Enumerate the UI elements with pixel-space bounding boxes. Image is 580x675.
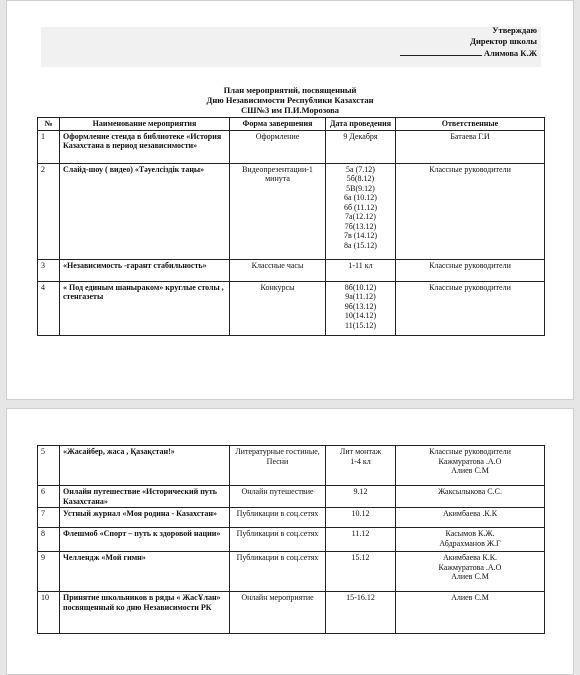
events-table-part-1: [37, 117, 545, 336]
cell-responsible: [396, 281, 545, 335]
cell-dates: [326, 130, 396, 163]
date-entry: 8а (15.12): [344, 240, 377, 250]
cell-dates: [326, 163, 396, 259]
date-entry: Лит монтаж: [339, 447, 382, 456]
table-row: [38, 592, 545, 634]
table-row: [38, 281, 545, 335]
responsible-entry: Жаксылыкова С.С.: [438, 487, 502, 496]
events-table-part-2: [37, 445, 545, 634]
cell-event-name: Онлайн путешествие «Исторический путь Казахстана»: [60, 486, 230, 508]
cell-dates: [326, 552, 396, 592]
cell-form: Оформление: [230, 130, 326, 163]
date-entry: 6б (11.12): [343, 202, 378, 212]
cell-responsible: [396, 130, 545, 163]
cell-event-name: Оформление стенда в библиотеке «История Казахстана в период независимости»: [60, 130, 230, 163]
responsible-entry: Классные руководители: [429, 282, 511, 292]
table-row: [38, 130, 545, 163]
responsible-entry: Акимбаева .К.К: [442, 509, 498, 518]
date-entry: 6а (10.12): [344, 193, 377, 202]
cell-event-name: «Независимость -гарант стабильность»: [60, 259, 230, 281]
date-entry: 9б(13.12): [344, 301, 377, 311]
cell-event-name: «Жасайбер, жаса , Қазақстан!»: [60, 446, 230, 486]
cell-num: 8: [38, 528, 60, 552]
responsible-entry: Классные руководители: [429, 447, 511, 456]
table-row: [38, 446, 545, 486]
approval-line-3: [400, 47, 537, 59]
date-entry: 15-16.12: [346, 593, 375, 602]
date-entry: 11(15.12): [344, 320, 377, 330]
document-title: [7, 85, 573, 115]
document-page-1: [6, 0, 574, 400]
cell-form: Онлайн путешествие: [230, 486, 326, 508]
signature-line: [400, 47, 482, 56]
cell-event-name: Челлендж «Мой гимн»: [60, 552, 230, 592]
cell-event-name: Флешмоб «Спорт – путь к здоровой нации»: [60, 528, 230, 552]
responsible-entry: Классные руководители: [429, 260, 511, 270]
date-entry: 10(14.12): [344, 311, 377, 320]
table-row: [38, 163, 545, 259]
cell-num: 10: [38, 592, 60, 634]
cell-form: Онлайн мероприятие: [230, 592, 326, 634]
cell-dates: [326, 592, 396, 634]
cell-event-name: Устный журнал «Моя родина - Казахстан»: [60, 508, 230, 528]
responsible-entry: Алиев С.М: [451, 466, 489, 475]
responsible-entry: Алиев С.М: [451, 572, 489, 581]
approval-line-2: Директор школы: [470, 36, 537, 46]
cell-responsible: [396, 592, 545, 634]
header-date: Дата проведения: [326, 118, 396, 131]
date-entry: 5а (7.12): [346, 164, 375, 174]
date-entry: 5б(8.12): [346, 174, 375, 183]
cell-responsible: [396, 508, 545, 528]
approver-name: Алимова К.Ж: [483, 48, 537, 58]
cell-form: Публикации в соц.сетях: [230, 552, 326, 592]
cell-responsible: [396, 163, 545, 259]
cell-num: 2: [38, 163, 60, 259]
responsible-entry: Акимбаева К.К.: [442, 553, 498, 562]
date-entry: 9а(11.12): [345, 292, 376, 301]
cell-event-name: « Под единым шаныраком» круглые столы , стенгазеты: [60, 281, 230, 335]
cell-form: Конкурсы: [230, 281, 326, 335]
date-entry: 7а(12.12): [345, 212, 376, 221]
table-row: [38, 486, 545, 508]
cell-form: Публикации в соц.сетях: [230, 508, 326, 528]
cell-event-name: Принятие школьников в ряды « ЖасҰлан» посвященный ко дню Независимости РК: [60, 592, 230, 634]
responsible-entry: Кажмуратова .А.О: [438, 562, 502, 572]
cell-dates: [326, 528, 396, 552]
cell-responsible: [396, 259, 545, 281]
date-entry: 9.12: [353, 487, 368, 496]
date-entry: 1-11 кл: [348, 260, 373, 270]
header-resp: Ответственные: [396, 118, 545, 131]
title-line-1: План мероприятий, посвященный: [223, 85, 357, 95]
cell-responsible: [396, 528, 545, 552]
cell-dates: [326, 446, 396, 486]
date-entry: 5В(9.12): [346, 183, 375, 193]
cell-dates: [326, 508, 396, 528]
responsible-entry: Абдрахманов Ж.Г: [439, 538, 501, 548]
table-row: [38, 508, 545, 528]
date-entry: 7в (14.12): [343, 231, 378, 240]
date-entry: 11.12: [351, 529, 370, 538]
responsible-entry: Алиев С.М: [451, 593, 489, 602]
responsible-entry: Классные руководители: [429, 164, 511, 174]
cell-form: Видеопрезентации-1 минута: [230, 163, 326, 259]
cell-dates: [326, 259, 396, 281]
title-line-2: Дню Независимости Республики Казахстан: [206, 95, 374, 105]
responsible-entry: Батаева Г.И: [450, 131, 490, 141]
document-page-2: [6, 408, 574, 675]
approval-line-1: Утверждаю: [492, 25, 537, 35]
table-row: [38, 259, 545, 281]
header-name: Наименование мероприятия: [60, 118, 230, 131]
cell-num: 9: [38, 552, 60, 592]
cell-num: 3: [38, 259, 60, 281]
cell-dates: [326, 486, 396, 508]
cell-form: Публикации в соц.сетях: [230, 528, 326, 552]
title-line-3: СШ№3 им П.И.Морозова: [240, 105, 340, 115]
header-num: №: [38, 118, 60, 131]
cell-responsible: [396, 552, 545, 592]
cell-responsible: [396, 486, 545, 508]
cell-num: 7: [38, 508, 60, 528]
approval-block: [400, 25, 537, 59]
cell-num: 5: [38, 446, 60, 486]
date-entry: 10.12: [351, 509, 370, 518]
cell-responsible: [396, 446, 545, 486]
cell-event-name: Слайд-шоу ( видео) «Тәуелсіздік таңы»: [60, 163, 230, 259]
cell-form: Классные часы: [230, 259, 326, 281]
date-entry: 1-4 кл: [350, 456, 371, 466]
responsible-entry: Касымов К.Ж.: [445, 529, 495, 538]
table-row: [38, 528, 545, 552]
cell-form: Литературные гостиные, Песни: [230, 446, 326, 486]
table-row: [38, 552, 545, 592]
cell-num: 1: [38, 130, 60, 163]
table-header-row: [38, 118, 545, 131]
cell-dates: [326, 281, 396, 335]
date-entry: 7б(13.12): [344, 221, 377, 231]
cell-num: 4: [38, 281, 60, 335]
responsible-entry: Кажмуратова .А.О: [438, 456, 502, 466]
date-entry: 8б(10.12): [344, 282, 377, 292]
header-form: Форма завершения: [230, 118, 326, 131]
date-entry: 9 Декабря: [343, 131, 378, 141]
date-entry: 15.12: [351, 553, 370, 562]
cell-num: 6: [38, 486, 60, 508]
